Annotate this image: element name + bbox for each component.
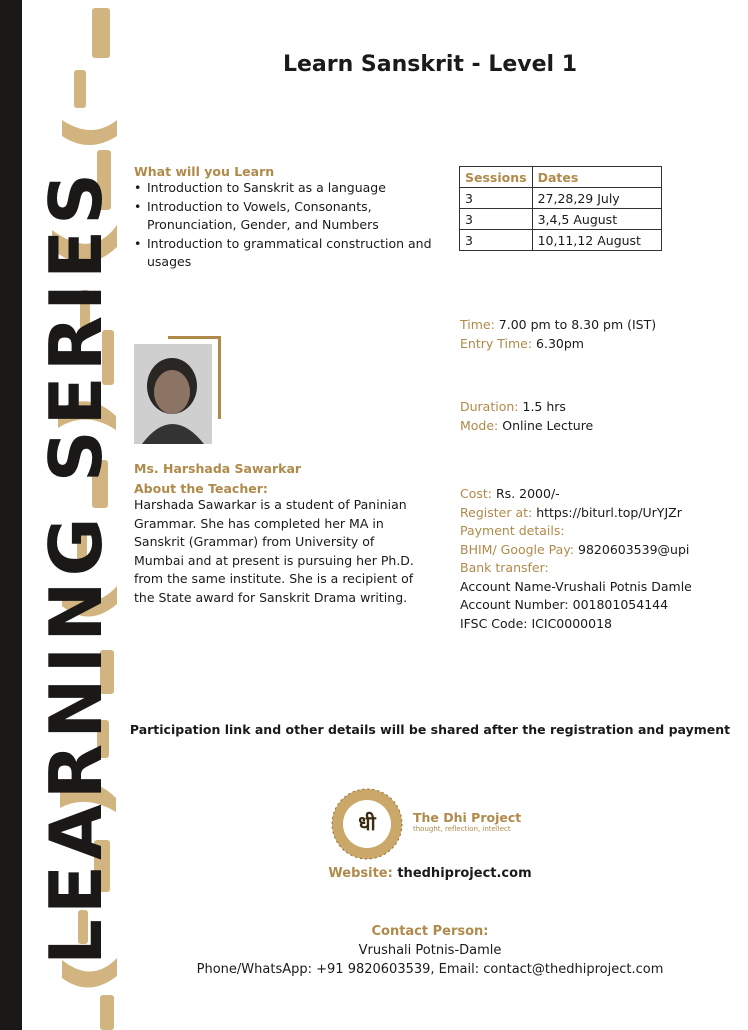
website-label: Website:: [328, 866, 393, 881]
contact-block: [120, 922, 740, 979]
register-row: [460, 504, 740, 523]
duration-block: [460, 398, 593, 435]
payment-details-label: Payment details:: [460, 523, 565, 538]
upi-value: 9820603539@upi: [578, 541, 690, 557]
entry-value: 6.30pm: [536, 335, 584, 351]
entry-row: [460, 335, 656, 354]
time-value: 7.00 pm to 8.30 pm (IST): [498, 317, 657, 332]
contact-name: Vrushali Potnis-Damle: [358, 943, 502, 958]
learn-item: • Introduction to grammatical construction and usages: [134, 235, 434, 272]
register-link[interactable]: https://biturl.top/UrYJZr: [536, 504, 682, 520]
cost-row: [460, 485, 740, 504]
cost-value: Rs. 2000/-: [496, 486, 560, 501]
ifsc-code: IFSC Code: ICIC0000018: [460, 615, 612, 631]
table-row: [460, 230, 662, 251]
teacher-photo: [134, 344, 212, 444]
page-title: Learn Sanskrit - Level 1: [282, 52, 578, 77]
sessions-header: Sessions: [460, 167, 533, 188]
sessions-table: [459, 166, 662, 251]
teacher-name: Ms. Harshada Sawarkar: [134, 461, 302, 476]
account-name: Account Name-Vrushali Potnis Damle: [460, 578, 692, 594]
website-row: [120, 866, 740, 881]
learn-section: [134, 164, 434, 272]
learn-heading: What will you Learn: [134, 164, 275, 179]
session-dates: 3,4,5 August: [532, 209, 661, 230]
time-label: Time:: [460, 317, 495, 332]
vertical-series-title: LEARNING SERIES: [34, 167, 118, 965]
learn-list: [134, 179, 434, 272]
table-row: [460, 209, 662, 230]
participation-note: Participation link and other details will be shared after the registration and payment: [129, 722, 731, 737]
register-label: Register at:: [460, 504, 533, 520]
upi-row: [460, 541, 740, 560]
upi-label: BHIM/ Google Pay:: [460, 541, 575, 557]
table-header-row: [460, 167, 662, 188]
table-row: [460, 188, 662, 209]
contact-heading: Contact Person:: [371, 924, 489, 939]
learn-item: • Introduction to Vowels, Consonants, Pronunciation, Gender, and Numbers: [134, 198, 434, 235]
session-count: 3: [460, 209, 533, 230]
account-number: Account Number: 001801054144: [460, 597, 669, 612]
learn-item: • Introduction to Sanskrit as a language: [134, 179, 434, 198]
bank-transfer-label: Bank transfer:: [460, 560, 549, 575]
website-link[interactable]: thedhiproject.com: [397, 866, 532, 881]
logo-name: The Dhi Project: [413, 810, 522, 825]
session-dates: 10,11,12 August: [532, 230, 661, 251]
logo-tagline: thought, reflection, intellect: [413, 825, 511, 833]
cost-label: Cost:: [460, 486, 493, 501]
dhi-project-logo: [330, 787, 404, 861]
payment-block: [460, 485, 740, 633]
mode-row: [460, 417, 593, 436]
mode-label: Mode:: [460, 417, 499, 433]
entry-label: Entry Time:: [460, 335, 533, 351]
duration-row: [460, 398, 593, 417]
logo-glyph: धी: [358, 811, 376, 835]
contact-line: Phone/WhatsApp: +91 9820603539, Email: contact@thedhiproject.com: [196, 962, 664, 977]
duration-value: 1.5 hrs: [522, 399, 566, 414]
time-block: [460, 316, 656, 353]
session-count: 3: [460, 230, 533, 251]
decorative-pattern-strip: [22, 0, 120, 1030]
teacher-portrait-graphic: [134, 344, 212, 444]
left-dark-band: [0, 0, 22, 1030]
time-row: [460, 316, 656, 335]
about-heading: About the Teacher:: [134, 481, 268, 496]
duration-label: Duration:: [460, 399, 519, 414]
mode-value: Online Lecture: [502, 417, 594, 433]
session-count: 3: [460, 188, 533, 209]
session-dates: 27,28,29 July: [532, 188, 661, 209]
dates-header: Dates: [532, 167, 661, 188]
teacher-section: [134, 461, 434, 607]
logo-text-block: [413, 810, 521, 833]
about-text: Harshada Sawarkar is a student of Paninian Grammar. She has completed her MA in Sanskrit (Grammar) from University of Mumbai and at present is pursuing her Ph.D. from the same institute. She is a recipient of the State award for Sanskrit Drama writing.: [134, 497, 414, 605]
